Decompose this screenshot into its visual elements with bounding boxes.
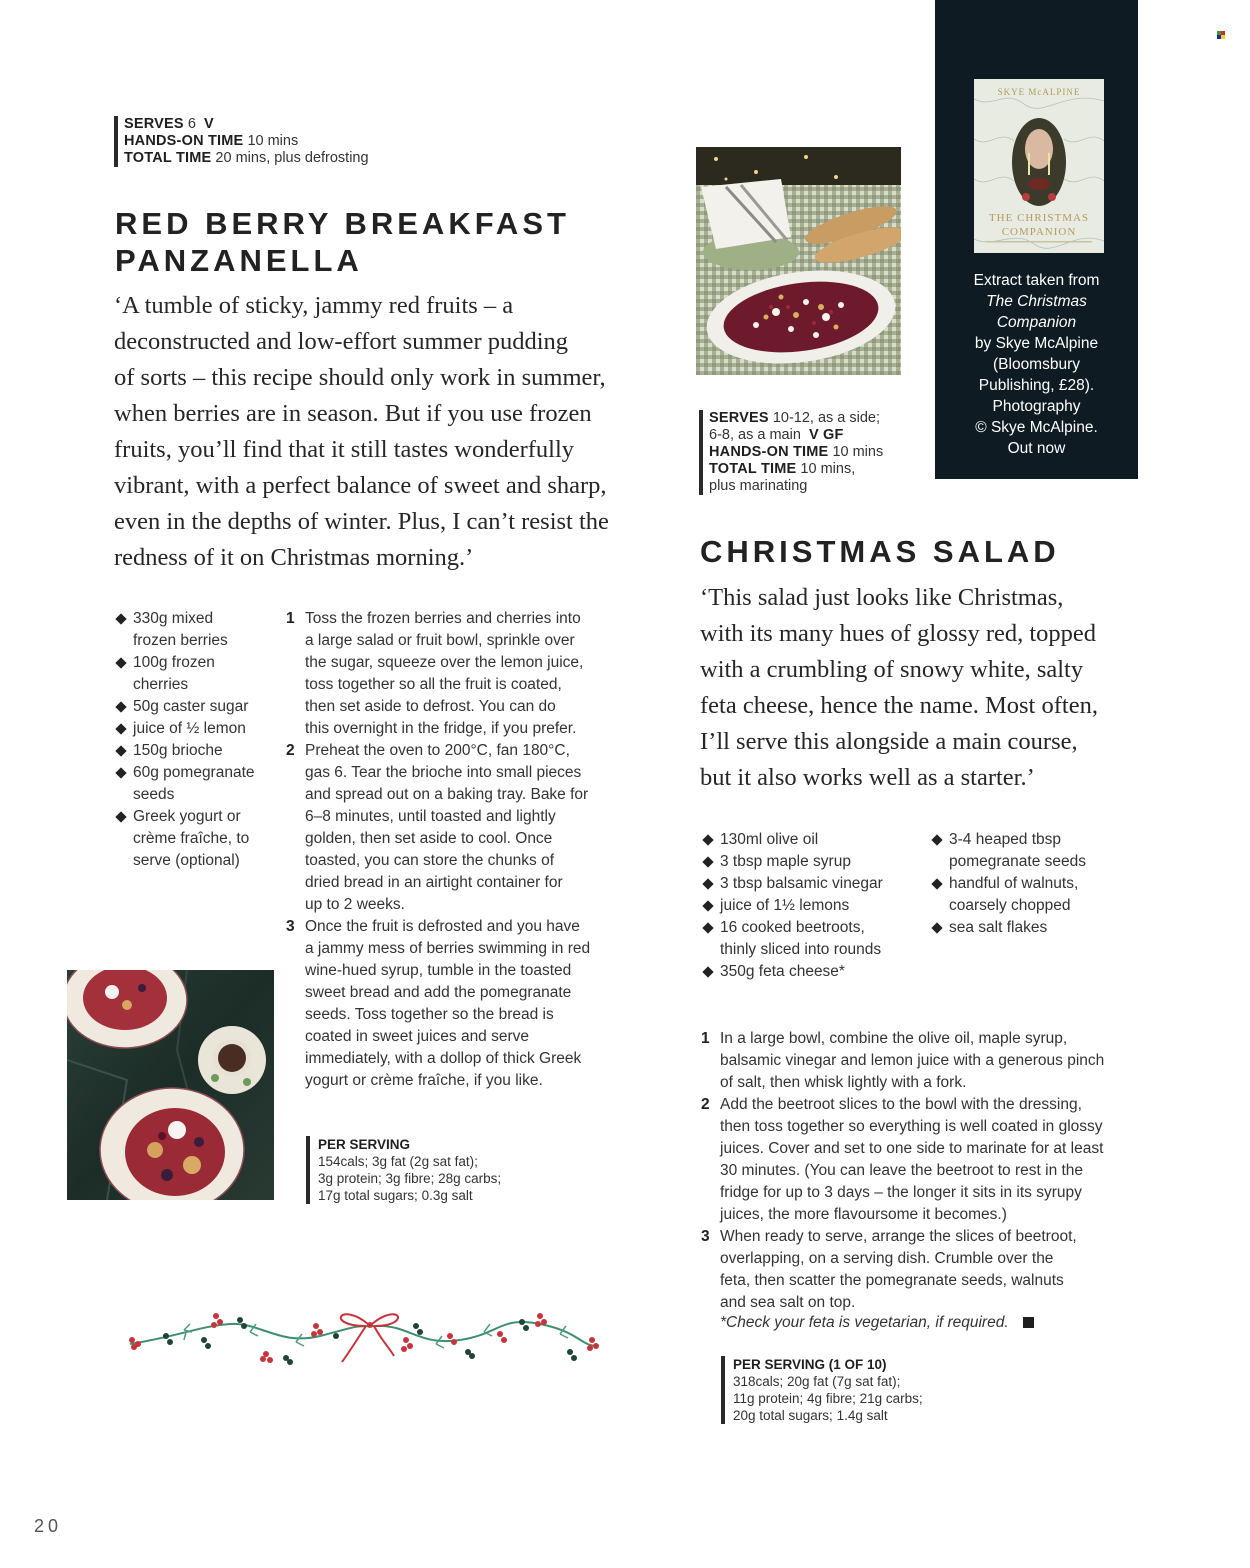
step-text: and sea salt on top. (720, 1294, 856, 1311)
hands-on-label: HANDS-ON TIME (124, 133, 244, 149)
step-text: this overnight in the fridge, if you prefer. (305, 720, 577, 737)
step-text: up to 2 weeks. (305, 896, 405, 913)
book-title: Companion (996, 314, 1077, 331)
nutrition-line: 20g total sugars; 1.4g salt (733, 1408, 888, 1423)
method-step (701, 1094, 1151, 1226)
ingredient-text: handful of walnuts, (949, 875, 1079, 892)
step-text: Once the fruit is defrosted and you have (305, 918, 580, 935)
nutrition-line: 3g protein; 3g fibre; 28g carbs; (318, 1171, 502, 1186)
quote-line: ‘This salad just looks like Christmas, (700, 584, 1064, 611)
diamond-bullet-icon (702, 922, 713, 933)
ingredient-text: 330g mixed (133, 610, 214, 627)
quote-line: with a crumbling of snowy white, salty (700, 656, 1084, 683)
credit-line: (Bloomsbury (993, 356, 1080, 373)
serves-value: 10-12, as a side; (772, 410, 881, 426)
ingredient-text: 150g brioche (133, 742, 223, 759)
quote-line: even in the depths of winter. Plus, I can’t resist the (114, 508, 609, 535)
diamond-bullet-icon (115, 767, 126, 778)
christmas-salad-intro-quote (700, 580, 1140, 796)
serves-label: SERVES (124, 116, 184, 132)
ingredient-text: 130ml olive oil (720, 831, 819, 848)
christmas-salad-photo (696, 147, 901, 375)
quote-line: ‘A tumble of sticky, jammy red fruits – a (114, 292, 514, 319)
diamond-bullet-icon (702, 856, 713, 867)
ingredient-text: 3 tbsp maple syrup (720, 853, 851, 870)
hands-on-value: 10 mins (832, 444, 884, 460)
christmas-salad-ingredients-col1 (703, 829, 933, 983)
footnote-text: *Check your feta is vegetarian, if required. (720, 1314, 1009, 1331)
ingredient-text: Greek yogurt or (133, 808, 241, 825)
ingredient-text: 50g caster sugar (133, 698, 249, 715)
nutrition-line: 318cals; 20g fat (7g sat fat); (733, 1374, 901, 1389)
credit-line: © Skye McAlpine. (975, 419, 1098, 436)
ingredient-text: sea salt flakes (949, 919, 1048, 936)
step-text: yogurt or crème fraîche, if you like. (305, 1072, 543, 1089)
step-text: then set aside to defrost. You can do (305, 698, 556, 715)
step-text: dried bread in an airtight container for (305, 874, 563, 891)
credit-line: Extract taken from (973, 272, 1100, 289)
quote-line: but it also works well as a starter.’ (700, 764, 1035, 791)
method-step (286, 740, 636, 916)
ingredient-item (703, 961, 933, 983)
ingredient-text: 3-4 heaped tbsp (949, 831, 1062, 848)
quote-line: I’ll serve this alongside a main course, (700, 728, 1078, 755)
step-text: 6–8 minutes, until toasted and lightly (305, 808, 556, 825)
step-text: fridge for up to 3 days – the longer it sits in its syrupy (720, 1184, 1082, 1201)
ingredient-text: juice of ½ lemon (133, 720, 246, 737)
total-time-value: 20 mins, plus defrosting (215, 150, 369, 166)
hands-on-label: HANDS-ON TIME (709, 444, 829, 460)
diamond-bullet-icon (115, 723, 126, 734)
total-time-label: TOTAL TIME (124, 150, 212, 166)
cover-title (974, 211, 1104, 239)
book-info-panel (935, 0, 1138, 479)
step-number: 2 (286, 742, 295, 759)
step-text: sweet bread and add the pomegranate (305, 984, 572, 1001)
step-number: 1 (701, 1030, 710, 1047)
ingredient-item (116, 762, 276, 806)
diamond-bullet-icon (702, 966, 713, 977)
nutrition-heading: PER SERVING (1 OF 10) (733, 1357, 887, 1372)
diamond-bullet-icon (115, 657, 126, 668)
ingredient-item (932, 873, 1132, 917)
diamond-bullet-icon (115, 811, 126, 822)
nutrition-heading: PER SERVING (318, 1137, 411, 1152)
christmas-salad-title: CHRISTMAS SALAD (700, 534, 1060, 569)
nutrition-line: 154cals; 3g fat (2g sat fat); (318, 1154, 478, 1169)
step-text: a jammy mess of berries swimming in red (305, 940, 591, 957)
step-text: then toss together so everything is well coated in glossy (720, 1118, 1103, 1135)
method-step (701, 1028, 1151, 1094)
step-text: balsamic vinegar and lemon juice with a generous pinch (720, 1052, 1105, 1069)
christmas-salad-meta (699, 410, 883, 495)
hands-on-value: 10 mins (247, 133, 299, 149)
ingredient-text: coarsely chopped (949, 897, 1071, 914)
step-text: overlapping, on a serving dish. Crumble over the (720, 1250, 1054, 1267)
panzanella-photo-illustration (67, 970, 274, 1200)
ingredient-item (703, 829, 933, 851)
ingredient-item (116, 718, 276, 740)
diamond-bullet-icon (115, 613, 126, 624)
ingredient-item (116, 652, 276, 696)
ingredient-item (116, 696, 276, 718)
serves-value: 6-8, as a main (709, 427, 801, 443)
total-time-value: 10 mins, (800, 461, 856, 477)
step-text: Add the beetroot slices to the bowl with the dressing, (720, 1096, 1082, 1113)
credit-line: Publishing, £28). (978, 377, 1095, 394)
step-text: golden, then set aside to cool. Once (305, 830, 553, 847)
step-number: 1 (286, 610, 295, 627)
diamond-bullet-icon (931, 878, 942, 889)
book-title: The Christmas (986, 293, 1087, 310)
diamond-bullet-icon (115, 745, 126, 756)
panzanella-nutrition (306, 1136, 501, 1204)
step-text: Toss the frozen berries and cherries into (305, 610, 581, 627)
credit-line: Photography (992, 398, 1081, 415)
christmas-salad-method (701, 1028, 1151, 1314)
total-time-label: TOTAL TIME (709, 461, 797, 477)
panzanella-photo (67, 970, 274, 1200)
ingredient-text: 3 tbsp balsamic vinegar (720, 875, 883, 892)
ingredient-text: frozen berries (133, 632, 228, 649)
serves-value: 6 (187, 116, 196, 132)
title-line: PANZANELLA (115, 243, 363, 278)
nutrition-line: 17g total sugars; 0.3g salt (318, 1188, 473, 1203)
ingredient-item (116, 608, 276, 652)
step-text: In a large bowl, combine the olive oil, maple syrup, (720, 1030, 1068, 1047)
garland-icon (120, 1296, 610, 1368)
diamond-bullet-icon (931, 922, 942, 933)
cover-subtitle-line (986, 241, 1092, 243)
ingredient-item (116, 806, 276, 872)
step-text: Preheat the oven to 200°C, fan 180°C, (305, 742, 570, 759)
ingredient-text: seeds (133, 786, 175, 803)
holly-garland-divider (120, 1296, 610, 1368)
diamond-bullet-icon (931, 834, 942, 845)
quote-line: vibrant, with a perfect balance of sweet and sharp, (114, 472, 607, 499)
step-text: of salt, then whisk lightly with a fork. (720, 1074, 967, 1091)
step-text: seeds. Toss together so the bread is (305, 1006, 554, 1023)
page-number: 20 (34, 1516, 63, 1536)
cover-author: SKYE McALPINE (997, 87, 1081, 97)
step-text: gas 6. Tear the brioche into small pieces (305, 764, 582, 781)
step-text: and spread out on a baking tray. Bake for (305, 786, 589, 803)
step-text: feta, then scatter the pomegranate seeds, walnuts (720, 1272, 1064, 1289)
title-line: RED BERRY BREAKFAST (115, 206, 570, 241)
quote-line: feta cheese, hence the name. Most often, (700, 692, 1098, 719)
step-text: a large salad or fruit bowl, sprinkle over (305, 632, 575, 649)
quote-line: redness of it on Christmas morning.’ (114, 544, 474, 571)
step-text: coated in sweet juices and serve (305, 1028, 530, 1045)
diet-tags: V GF (808, 427, 844, 443)
credit-line: Out now (1007, 440, 1066, 457)
step-text: the sugar, squeeze over the lemon juice, (305, 654, 584, 671)
quote-line: deconstructed and low-effort summer pudding (114, 328, 569, 355)
cover-title-line: COMPANION (1001, 226, 1077, 238)
panzanella-meta (114, 116, 369, 167)
book-credit (935, 270, 1138, 459)
end-mark-square-icon (1023, 1317, 1034, 1328)
step-text: wine-hued syrup, tumble in the toasted (305, 962, 572, 979)
serves-label: SERVES (709, 410, 769, 426)
step-text: When ready to serve, arrange the slices of beetroot, (720, 1228, 1077, 1245)
step-text: toasted, you can store the chunks of (305, 852, 555, 869)
diamond-bullet-icon (702, 900, 713, 911)
ingredient-text: 350g feta cheese* (720, 963, 845, 980)
quote-line: with its many hues of glossy red, topped (700, 620, 1097, 647)
ingredient-item (703, 917, 933, 961)
christmas-salad-ingredients-col2 (932, 829, 1132, 939)
credit-line: by Skye McAlpine (974, 335, 1099, 352)
ingredient-text: crème fraîche, to (133, 830, 250, 847)
ingredient-item (932, 829, 1132, 873)
ingredient-text: 16 cooked beetroots, (720, 919, 865, 936)
book-cover (974, 79, 1104, 253)
panzanella-method (286, 608, 636, 1092)
diamond-bullet-icon (702, 878, 713, 889)
nutrition-line: 11g protein; 4g fibre; 21g carbs; (733, 1391, 923, 1406)
ingredient-text: 60g pomegranate (133, 764, 255, 781)
ingredient-text: juice of 1½ lemons (720, 897, 850, 914)
christmas-salad-photo-illustration (696, 147, 901, 375)
quote-line: of sorts – this recipe should only work in summer, (114, 364, 606, 391)
step-text: juices, the more flavoursome it becomes.) (720, 1206, 1007, 1223)
ingredient-text: pomegranate seeds (949, 853, 1087, 870)
ingredient-item (703, 895, 933, 917)
diamond-bullet-icon (702, 834, 713, 845)
cover-title-line: THE CHRISTMAS (988, 212, 1090, 224)
panzanella-intro-quote (114, 288, 654, 576)
ingredient-item (703, 873, 933, 895)
quote-line: fruits, you’ll find that it still tastes wonderfully (114, 436, 574, 463)
method-step (286, 608, 636, 740)
step-text: toss together so all the fruit is coated, (305, 676, 562, 693)
ingredient-item (116, 740, 276, 762)
panzanella-title (115, 205, 570, 279)
diamond-bullet-icon (115, 701, 126, 712)
step-text: 30 minutes. (You can leave the beetroot to rest in the (720, 1162, 1084, 1179)
method-step (701, 1226, 1151, 1314)
christmas-salad-nutrition (721, 1356, 923, 1424)
diet-tags: V (203, 116, 214, 132)
ingredient-item (703, 851, 933, 873)
step-text: juices. Cover and set to one side to marinate for at least (720, 1140, 1104, 1157)
step-text: immediately, with a dollop of thick Greek (305, 1050, 582, 1067)
quote-line: when berries are in season. But if you use frozen (114, 400, 592, 427)
ingredient-text: 100g frozen (133, 654, 215, 671)
total-time-value: plus marinating (709, 478, 808, 494)
ingredient-text: cherries (133, 676, 189, 693)
ingredient-text: serve (optional) (133, 852, 240, 869)
step-number: 2 (701, 1096, 710, 1113)
panzanella-ingredients (116, 608, 276, 872)
feta-footnote (720, 1314, 1034, 1332)
step-number: 3 (286, 918, 295, 935)
ingredient-item (932, 917, 1132, 939)
method-step (286, 916, 636, 1092)
ingredient-text: thinly sliced into rounds (720, 941, 882, 958)
color-registration-mark-icon (1217, 31, 1225, 39)
step-number: 3 (701, 1228, 710, 1245)
